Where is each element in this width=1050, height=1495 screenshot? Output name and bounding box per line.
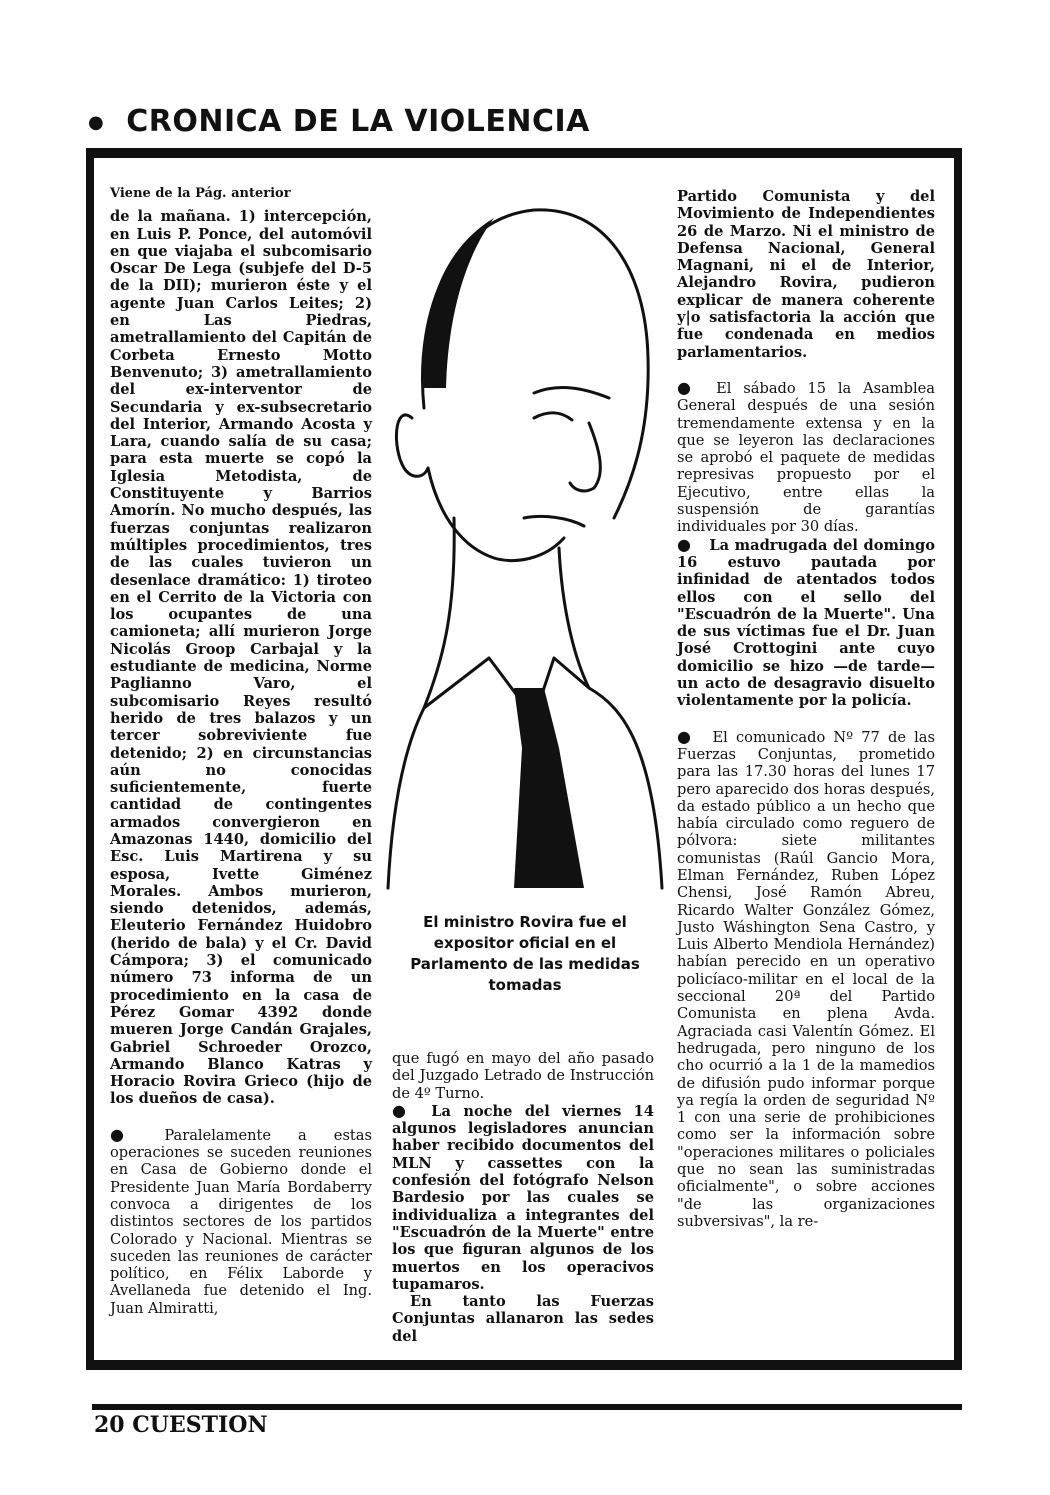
caricature-illustration xyxy=(384,188,666,900)
paragraph: de la mañana. 1) intercepción, en Luis P. Ponce, del automóvil en que viajaba el subcomisario Oscar De Lega (subjefe del D-5 de la DII); murieron éste y el agente Juan Carlos Leites; 2) en Las Piedras, ametrallamiento del Capitán de Corbeta Ernesto Motto Benvenuto; 3) ametrallamiento del ex-interventor de Secundaria y ex-subsecretario del Interior, Armando Acosta y Lara, cuando salía de su casa; para esta muerte se copó la Iglesia Metodista, de Constituyente y Barrios Amorín. No mucho después, las fuerzas conjuntas realizaron múltiples procedimientos, tres de las cuales tuvieron un desenlace dramático: 1) tiroteo en el Cerrito de la Victoria con los ocupantes de una camioneta; allí murieron Jorge Nicolás Groop Carbajal y la estudiante de medicina, Norme Paglianno Varo, el subcomisario Reyes resultó herido de tres balazos y un tercer sobreviviente fue detenido; 2) en circunstancias aún no conocidas suficientemente, fuerte cantidad de contingentes armados convergieron en Amazonas 1440, domicilio del Esc. Luis Martirena y su esposa, Ivette Giménez Morales. Ambos murieron, siendo detenidos, además, Eleuterio Fernández Huidobro (herido de bala) y el Cr. David Cámpora; 3) el comunicado número 73 informa de un procedimiento en la casa de Pérez Gomar 4392 donde mueren Jorge Candán Grajales, Gabriel Schroeder Orozco, Armando Blanco Katras y Horacio Rovira Grieco (hijo de los dueños de casa). xyxy=(110,208,372,1108)
paragraph: ● La noche del viernes 14 algunos legisladores anuncian haber recibido documentos del MLN y cassettes con la confesión del fotógrafo Nelson Bardesio por las cuales se individualiza a integrantes del "Escuadrón de la Muerte" entre los que figuran algunos de los muertos en los operacivos tupamaros. xyxy=(392,1100,654,1293)
continued-from-label: Viene de la Pág. anterior xyxy=(110,186,291,201)
header-bullet: ● xyxy=(88,112,105,133)
paragraph: Partido Comunista y del Movimiento de Independientes 26 de Marzo. Ni el ministro de Defensa Nacional, General Magnani, ni el de Interior, Alejandro Rovira, pudieron explicar de manera coherente y|o satisfactoria la acción que fue condenada en medios parlamentarios. xyxy=(677,188,935,361)
column-left xyxy=(110,185,372,1317)
paragraph: que fugó en mayo del año pasado del Juzgado Letrado de Instrucción de 4º Turno. xyxy=(392,1050,654,1102)
paragraph: ● El comunicado Nº 77 de las Fuerzas Conjuntas, prometido para las 17.30 horas del lunes 17 pero aparecido dos horas después, da estado público a un hecho que había circulado como reguero de pólvora: siete militantes comunistas (Raúl Gancio Mora, Elman Fernández, Ruben López Chensi, José Ramón Abreu, Ricardo Walter González Gómez, Justo Wáshington Sena Castro, y Luis Alberto Mendiola Hernández) habían perecido en un operativo policíaco-militar en el local de la seccional 20ª del Partido Comunista en plena Avda. Agraciada casi Valentín Gómez. El hedrugada, pero ninguno de los cho ocurrió a la 1 de la mamedios de difusión pudo informar porque ya regía la orden de seguridad Nº 1 con una serie de prohibiciones como ser la información sobre "operaciones militares o policiales que no sean las suministradas oficialmente", o sobre acciones "de las organizaciones subversivas", la re- xyxy=(677,726,935,1230)
column-middle xyxy=(392,1050,654,1345)
section-header xyxy=(88,104,590,139)
illustration-caption: El ministro Rovira fue el expositor oficial en el Parlamento de las medidas tomadas xyxy=(410,913,640,994)
bullet-icon: ● xyxy=(392,1100,414,1120)
bullet-icon: ● xyxy=(677,377,699,397)
footer-rule xyxy=(92,1404,962,1410)
paragraph: ● Paralelamente a estas operaciones se suceden reuniones en Casa de Gobierno donde el Presidente Juan María Bordaberry convoca a dirigentes de los distintos sectores de los partidos Colorado y Nacional. Mientras se suceden las reuniones de carácter político, en Félix Laborde y Avellaneda fue detenido el Ing. Juan Almiratti, xyxy=(110,1124,372,1317)
bullet-icon: ● xyxy=(110,1124,147,1144)
section-title: CRONICA DE LA VIOLENCIA xyxy=(126,104,590,139)
paragraph: ● El sábado 15 la Asamblea General después de una sesión tremendamente extensa y en la que se leyeron las declaraciones se aprobó el paquete de medidas represivas propuesto por el Ejecutivo, entre ellas la suspensión de garantías individuales por 30 días. xyxy=(677,377,935,536)
page-footer: 20 CUESTION xyxy=(94,1412,268,1438)
column-right xyxy=(677,188,935,1230)
bullet-icon: ● xyxy=(677,534,692,554)
paragraph: En tanto las Fuerzas Conjuntas allanaron las sedes del xyxy=(392,1293,654,1345)
bullet-icon: ● xyxy=(677,726,695,746)
paragraph: ● La madrugada del domingo 16 estuvo pautada por infinidad de atentados todos ellos con el sello del "Escuadrón de la Muerte". Una de sus víctimas fue el Dr. Juan José Crottogini ante cuyo domicilio se hizo —de tarde— un acto de desagravio disuelto violentamente por la policía. xyxy=(677,534,935,710)
